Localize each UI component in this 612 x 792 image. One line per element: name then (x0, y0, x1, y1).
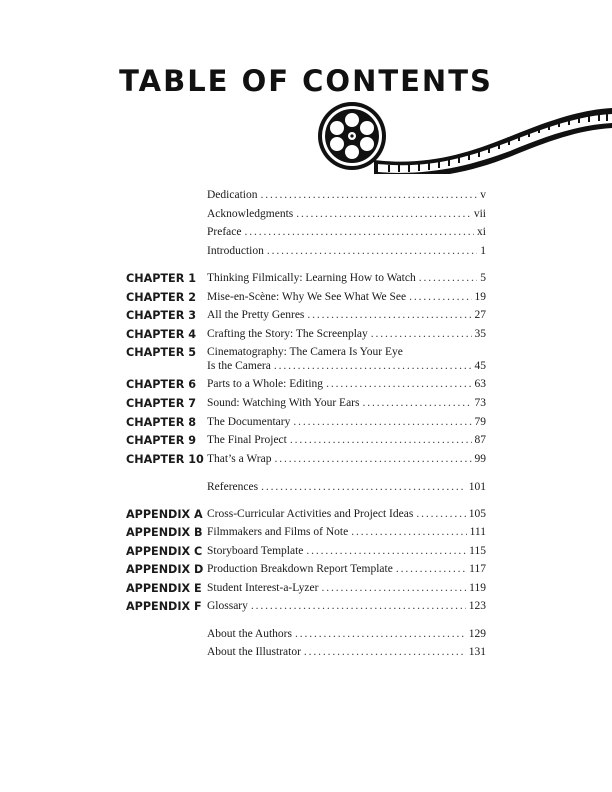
toc-chapter-3[interactable] (0, 309, 612, 327)
toc-entry-dedication[interactable] (0, 189, 612, 207)
dot-leader (267, 245, 477, 257)
dot-leader (307, 309, 471, 321)
dot-leader (296, 208, 471, 220)
chapter-label: CHAPTER 8 (126, 416, 196, 429)
page-title: TABLE OF CONTENTS (119, 64, 493, 98)
chapter-label: CHAPTER 3 (126, 309, 196, 322)
entry-page: 79 (474, 416, 486, 428)
entry-title: Is the Camera (207, 360, 271, 372)
entry-title: About the Authors (207, 628, 292, 640)
entry-title: The Documentary (207, 416, 291, 428)
chapter-label: CHAPTER 10 (126, 453, 204, 466)
toc-chapter-9[interactable] (0, 434, 612, 452)
dot-leader (261, 481, 466, 493)
entry-title: Parts to a Whole: Editing (207, 378, 324, 390)
toc-entry-about-illustrator[interactable] (0, 646, 612, 664)
appendix-label: APPENDIX B (126, 526, 203, 539)
entry-page: xi (477, 226, 486, 238)
dot-leader (396, 563, 466, 575)
toc-entry-acknowledgments[interactable] (0, 208, 612, 226)
entry-page: 105 (468, 508, 486, 520)
toc-entry-preface[interactable] (0, 226, 612, 244)
entry-page: 45 (474, 360, 486, 372)
appendix-label: APPENDIX A (126, 508, 203, 521)
toc-appendix-a[interactable] (0, 508, 612, 526)
chapter-label: CHAPTER 7 (126, 397, 196, 410)
entry-page: 1 (480, 245, 486, 257)
entry-title: References (207, 481, 259, 493)
appendix-label: APPENDIX F (126, 600, 202, 613)
toc-chapter-7[interactable] (0, 397, 612, 415)
entry-title: That’s a Wrap (207, 453, 272, 465)
entry-title: All the Pretty Genres (207, 309, 305, 321)
entry-title: Cross-Curricular Activities and Project Ideas (207, 508, 414, 520)
entry-page: 131 (468, 646, 486, 658)
toc-chapter-4[interactable] (0, 328, 612, 346)
toc-chapter-5-cont[interactable] (0, 360, 612, 378)
entry-title: Dedication (207, 189, 258, 201)
dot-leader (306, 545, 466, 557)
entry-page: 119 (469, 582, 486, 594)
toc-entry-introduction[interactable] (0, 245, 612, 263)
entry-title: Crafting the Story: The Screenplay (207, 328, 368, 340)
toc-chapter-2[interactable] (0, 291, 612, 309)
entry-title: Storyboard Template (207, 545, 304, 557)
dot-leader (274, 360, 472, 372)
chapter-label: CHAPTER 9 (126, 434, 196, 447)
entry-page: 19 (474, 291, 486, 303)
entry-page: 73 (474, 397, 486, 409)
appendix-label: APPENDIX E (126, 582, 202, 595)
dot-leader (419, 272, 478, 284)
dot-leader (416, 508, 465, 520)
entry-title: Filmmakers and Films of Note (207, 526, 349, 538)
toc-entry-about-authors[interactable] (0, 628, 612, 646)
dot-leader (351, 526, 466, 538)
dot-leader (409, 291, 471, 303)
toc-entry-references[interactable] (0, 481, 612, 499)
toc-appendix-b[interactable] (0, 526, 612, 544)
toc-appendix-f[interactable] (0, 600, 612, 618)
appendix-label: APPENDIX C (126, 545, 203, 558)
entry-page: 5 (480, 272, 486, 284)
dot-leader (251, 600, 466, 612)
entry-title: About the Illustrator (207, 646, 301, 658)
entry-page: 123 (468, 600, 486, 612)
entry-page: v (480, 189, 486, 201)
entry-title: Sound: Watching With Your Ears (207, 397, 360, 409)
dot-leader (274, 453, 471, 465)
entry-title: Introduction (207, 245, 264, 257)
dot-leader (293, 416, 471, 428)
dot-leader (326, 378, 471, 390)
chapter-label: CHAPTER 1 (126, 272, 196, 285)
toc-appendix-c[interactable] (0, 545, 612, 563)
entry-title: The Final Project (207, 434, 287, 446)
toc-chapter-1[interactable] (0, 272, 612, 290)
entry-title: Thinking Filmically: Learning How to Watch (207, 272, 416, 284)
entry-page: 117 (469, 563, 486, 575)
chapter-label: CHAPTER 6 (126, 378, 196, 391)
entry-title: Student Interest-a-Lyzer (207, 582, 319, 594)
chapter-label: CHAPTER 5 (126, 346, 196, 359)
chapter-label: CHAPTER 4 (126, 328, 196, 341)
dot-leader (321, 582, 466, 594)
toc-appendix-e[interactable] (0, 582, 612, 600)
entry-page: 129 (468, 628, 486, 640)
entry-page: 27 (474, 309, 486, 321)
dot-leader (371, 328, 472, 340)
entry-title: Mise-en-Scène: Why We See What We See (207, 291, 407, 303)
entry-title: Production Breakdown Report Template (207, 563, 393, 575)
entry-title-line1: Cinematography: The Camera Is Your Eye (207, 346, 403, 358)
entry-page: 35 (474, 328, 486, 340)
entry-title: Glossary (207, 600, 248, 612)
appendix-label: APPENDIX D (126, 563, 204, 576)
entry-page: 99 (474, 453, 486, 465)
toc-chapter-6[interactable] (0, 378, 612, 396)
toc-chapter-10[interactable] (0, 453, 612, 471)
entry-page: 115 (469, 545, 486, 557)
entry-page: 101 (468, 481, 486, 493)
toc-appendix-d[interactable] (0, 563, 612, 581)
entry-page: vii (473, 208, 486, 220)
entry-page: 87 (474, 434, 486, 446)
entry-page: 63 (474, 378, 486, 390)
dot-leader (244, 226, 474, 238)
entry-page: 111 (469, 526, 486, 538)
chapter-label: CHAPTER 2 (126, 291, 196, 304)
entry-title: Preface (207, 226, 242, 238)
dot-leader (304, 646, 466, 658)
dot-leader (290, 434, 472, 446)
toc-chapter-8[interactable] (0, 416, 612, 434)
dot-leader (362, 397, 471, 409)
dot-leader (260, 189, 477, 201)
entry-title: Acknowledgments (207, 208, 294, 220)
dot-leader (295, 628, 466, 640)
